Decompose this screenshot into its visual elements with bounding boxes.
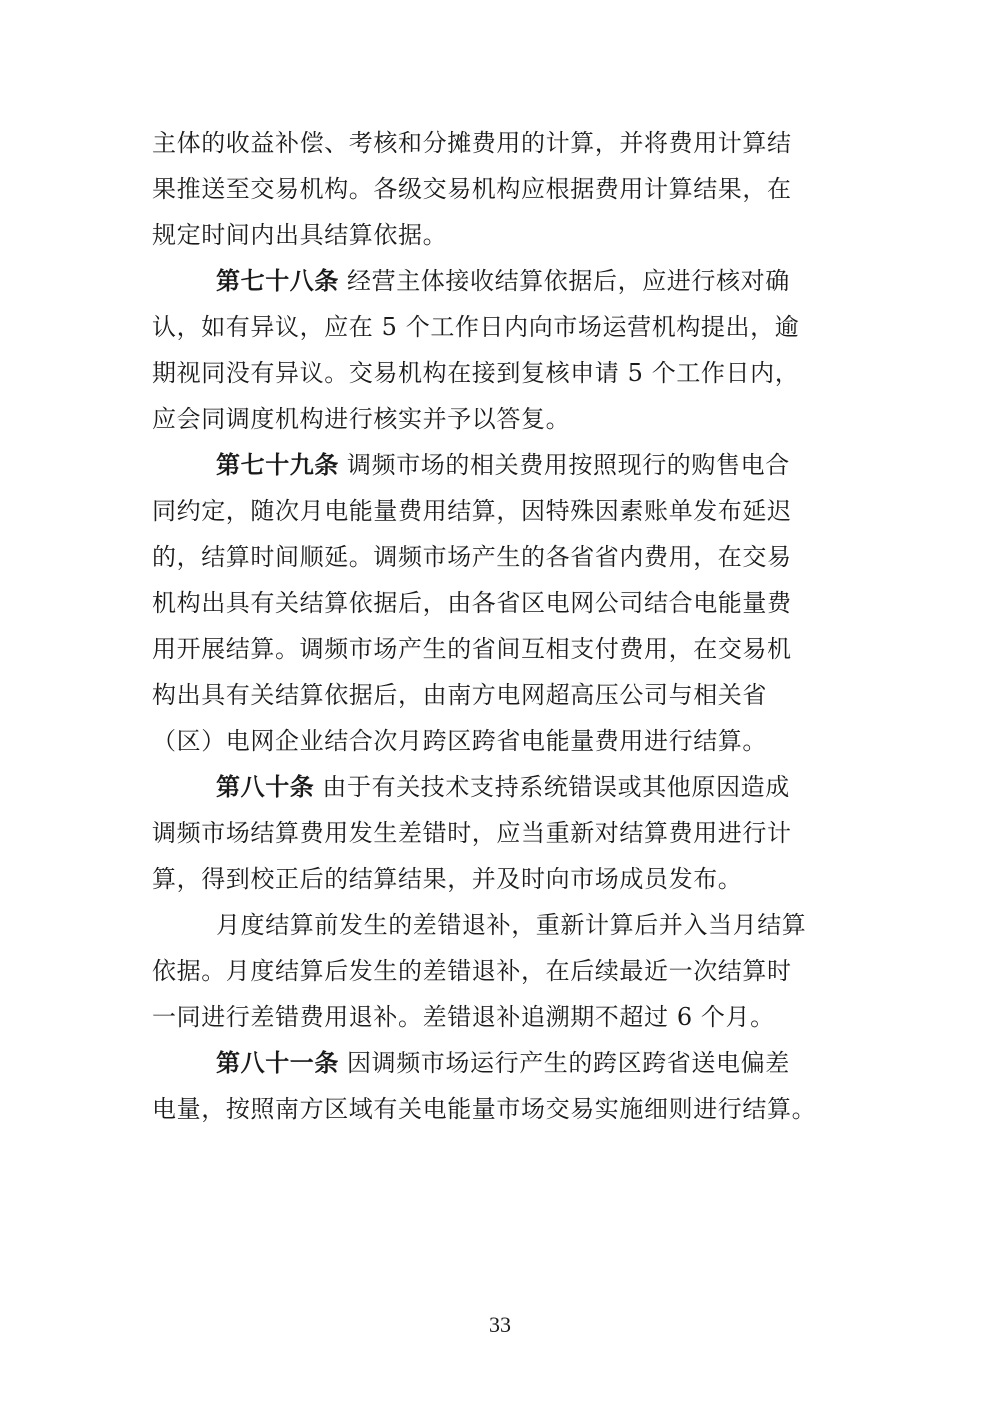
line-text: 构出具有关结算依据后，由南方电网超高压公司与相关省 [152,681,767,709]
text-line [152,948,852,994]
line-text: 主体的收益补偿、考核和分摊费用的计算，并将费用计算结 [152,129,792,157]
line-text: 用开展结算。调频市场产生的省间互相支付费用，在交易机 [152,635,792,663]
text-line [152,120,852,166]
line-text: 规定时间内出具结算依据。 [152,221,448,249]
text-line [152,442,852,488]
line-text: 一同进行差错费用退补。差错退补追溯期不超过 6 个月。 [152,1003,775,1031]
article-heading: 第八十一条 [216,1049,339,1077]
article-heading: 第八十条 [216,773,315,801]
text-line [152,626,852,672]
text-line [152,488,852,534]
text-line [152,166,852,212]
line-text: 月度结算前发生的差错退补，重新计算后并入当月结算 [216,911,807,939]
text-line [152,764,852,810]
text-line [152,258,852,304]
text-line [152,994,852,1040]
text-line [152,902,852,948]
line-text: 果推送至交易机构。各级交易机构应根据费用计算结果，在 [152,175,792,203]
text-line [152,304,852,350]
line-text: 调频市场结算费用发生差错时，应当重新对结算费用进行计 [152,819,792,847]
body-text [152,120,852,1132]
text-line [152,1086,852,1132]
text-line [152,534,852,580]
line-text: （区）电网企业结合次月跨区跨省电能量费用进行结算。 [152,727,767,755]
line-text: 认，如有异议，应在 5 个工作日内向市场运营机构提出，逾 [152,313,800,341]
line-text: 的，结算时间顺延。调频市场产生的各省省内费用，在交易 [152,543,792,571]
text-line [152,810,852,856]
text-line [152,580,852,626]
text-line [152,396,852,442]
text-line [152,212,852,258]
line-text: 应会同调度机构进行核实并予以答复。 [152,405,571,433]
line-text: 依据。月度结算后发生的差错退补，在后续最近一次结算时 [152,957,792,985]
text-line [152,350,852,396]
text-line [152,672,852,718]
article-heading: 第七十九条 [216,451,339,479]
line-text: 机构出具有关结算依据后，由各省区电网公司结合电能量费 [152,589,792,617]
text-line [152,856,852,902]
line-text: 由于有关技术支持系统错误或其他原因造成 [322,773,790,801]
line-text: 调频市场的相关费用按照现行的购售电合 [347,451,790,479]
line-text: 同约定，随次月电能量费用结算，因特殊因素账单发布延迟 [152,497,792,525]
line-text: 因调频市场运行产生的跨区跨省送电偏差 [347,1049,790,1077]
page-number: 33 [489,1312,511,1337]
line-text: 期视同没有异议。交易机构在接到复核申请 5 个工作日内， [152,359,800,387]
article-heading: 第七十八条 [216,267,339,295]
text-line [152,718,852,764]
line-text: 经营主体接收结算依据后，应进行核对确 [347,267,790,295]
line-text: 算，得到校正后的结算结果，并及时向市场成员发布。 [152,865,743,893]
line-text: 电量，按照南方区域有关电能量市场交易实施细则进行结算。 [152,1095,817,1123]
text-line [152,1040,852,1086]
